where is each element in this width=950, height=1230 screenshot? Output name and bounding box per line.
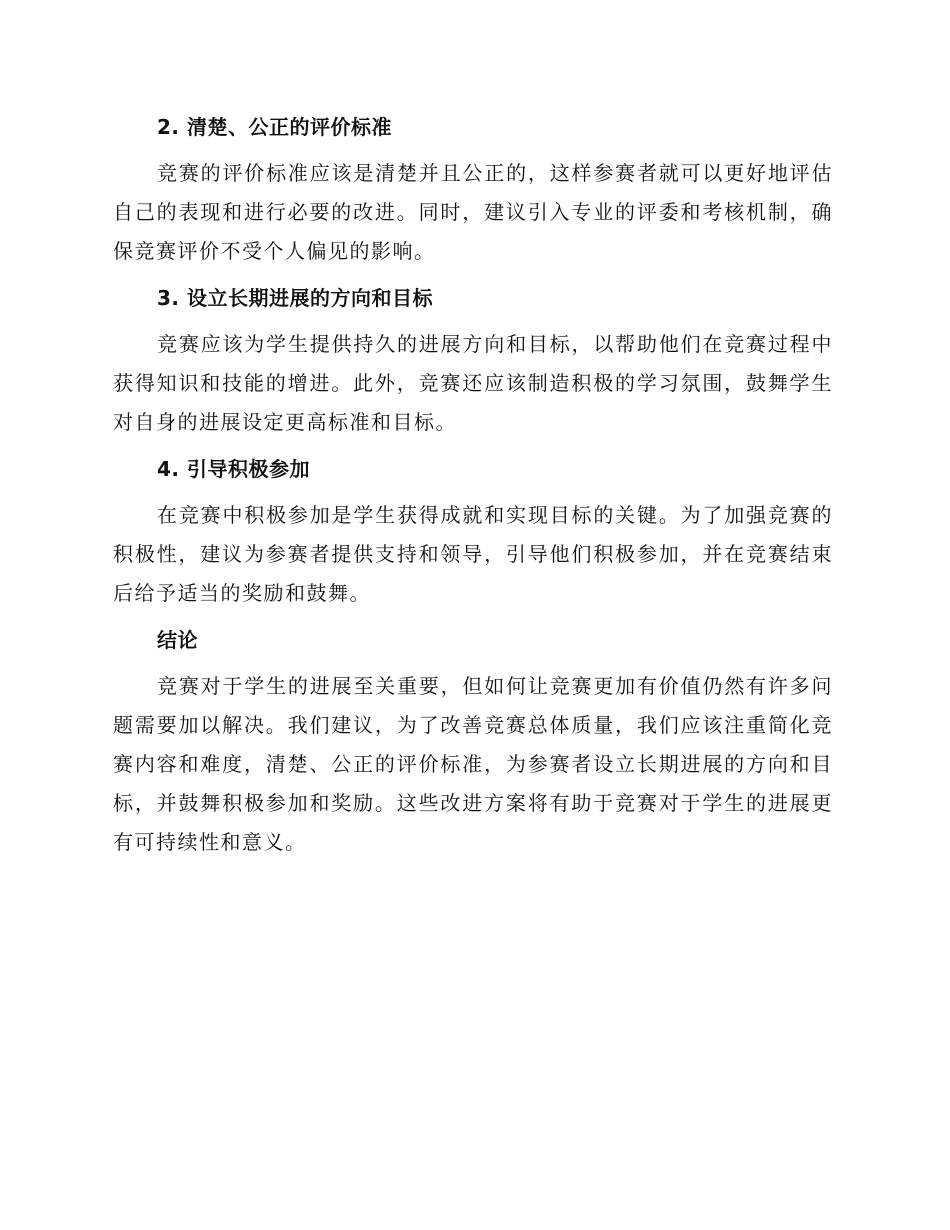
document-body — [113, 110, 833, 872]
section-paragraph-evaluation: 竞赛的评价标准应该是清楚并且公正的，这样参赛者就可以更好地评估自己的表现和进行必要的改进。同时，建议引入专业的评委和考核机制，确保竞赛评价不受个人偏见的影响。 — [113, 161, 833, 263]
section-heading-conclusion: 结论 — [157, 628, 198, 652]
section-heading-participation: 4. 引导积极参加 — [157, 457, 310, 481]
section-paragraph-long-term-goals: 竞赛应该为学生提供持久的进展方向和目标，以帮助他们在竞赛过程中获得知识和技能的增进。此外，竞赛还应该制造积极的学习氛围，鼓舞学生对自身的进展设定更高标准和目标。 — [113, 332, 833, 434]
section-paragraph-conclusion: 竞赛对于学生的进展至关重要，但如何让竞赛更加有价值仍然有许多问题需要加以解决。我们建议，为了改善竞赛总体质量，我们应该注重简化竞赛内容和难度，清楚、公正的评价标准，为参赛者设立长期进展的方向和目标，并鼓舞积极参加和奖励。这些改进方案将有助于竞赛对于学生的进展更有可持续性和意义。 — [113, 674, 833, 854]
section-heading-evaluation: 2. 清楚、公正的评价标准 — [157, 115, 392, 139]
section-paragraph-participation: 在竞赛中积极参加是学生获得成就和实现目标的关键。为了加强竞赛的积极性，建议为参赛者提供支持和领导，引导他们积极参加，并在竞赛结束后给予适当的奖励和鼓舞。 — [113, 503, 833, 605]
section-heading-long-term-goals: 3. 设立长期进展的方向和目标 — [157, 286, 433, 310]
